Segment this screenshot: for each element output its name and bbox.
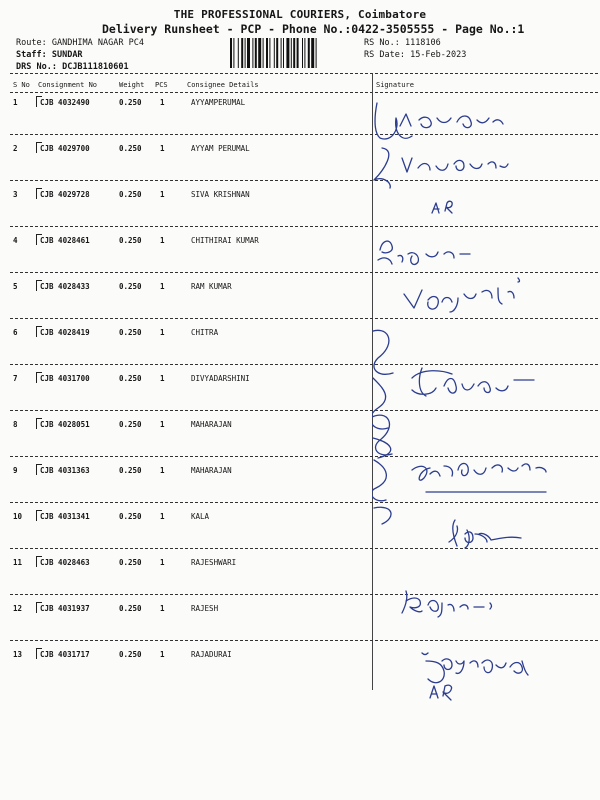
consignment-bracket-mark [36, 602, 42, 613]
rs-number-info [364, 38, 441, 48]
row-consignment-number: CJB 4028463 [40, 558, 90, 567]
rs-number-value: 1118106 [404, 38, 441, 48]
row-pieces: 1 [160, 190, 165, 199]
consignment-bracket-mark [36, 464, 42, 475]
row-consignment-number: CJB 4031717 [40, 650, 90, 659]
row-consignee-name: DIVYADARSHINI [191, 374, 250, 383]
row-consignee-name: RAJESHWARI [191, 558, 237, 567]
row-consignment-number: CJB 4029728 [40, 190, 90, 199]
row-consignment-number: CJB 4031937 [40, 604, 90, 613]
rs-number-label: RS No.: [364, 38, 400, 48]
runsheet-title: THE PROFESSIONAL COURIERS, Coimbatore [173, 8, 427, 21]
consignment-bracket-mark [36, 280, 42, 291]
row-consignee-name: AYYAMPERUMAL [191, 98, 246, 107]
row-consignee-name: KALA [191, 512, 210, 521]
row-weight: 0.250 [119, 236, 142, 245]
row-consignee-name: AYYAM PERUMAL [191, 144, 250, 153]
rs-date-info [364, 50, 466, 60]
row-pieces: 1 [160, 558, 165, 567]
consignment-bracket-mark [36, 96, 42, 107]
row-consignee-name: MAHARAJAN [191, 466, 232, 475]
row-serial-number: 5 [13, 282, 18, 291]
row-serial-number: 7 [13, 374, 18, 383]
row-pieces: 1 [160, 420, 165, 429]
staff-label: Staff: [16, 50, 47, 60]
row-consignee-name: RAM KUMAR [191, 282, 232, 291]
row-pieces: 1 [160, 236, 165, 245]
row-consignee-name: SIVA KRISHNAN [191, 190, 250, 199]
consignment-bracket-mark [36, 556, 42, 567]
row-weight: 0.250 [119, 282, 142, 291]
runsheet-subtitle: Delivery Runsheet - PCP - Phone No.:0422-3505555 - Page No.:1 [102, 22, 525, 36]
row-serial-number: 2 [13, 144, 18, 153]
row-serial-number: 6 [13, 328, 18, 337]
row-serial-number: 8 [13, 420, 18, 429]
row-consignment-number: CJB 4031363 [40, 466, 90, 475]
row-consignment-number: CJB 4031341 [40, 512, 90, 521]
column-header-consignee: Consignee Details [187, 81, 259, 89]
row-weight: 0.250 [119, 512, 142, 521]
staff-value: SUNDAR [51, 50, 83, 60]
row-weight: 0.250 [119, 374, 142, 383]
rs-date-value: 15-Feb-2023 [410, 50, 467, 60]
route-info [16, 38, 144, 48]
route-value: GANDHIMA NAGAR PC4 [51, 38, 144, 48]
row-pieces: 1 [160, 98, 165, 107]
row-consignee-name: CHITHIRAI KUMAR [191, 236, 259, 245]
drs-label: DRS No.: [16, 62, 57, 72]
column-header-sno: S No [13, 81, 30, 89]
consignment-bracket-mark [36, 326, 42, 337]
consignment-bracket-mark [36, 648, 42, 659]
route-label: Route: [16, 38, 47, 48]
row-serial-number: 3 [13, 190, 18, 199]
row-consignee-name: RAJESH [191, 604, 219, 613]
row-weight: 0.250 [119, 190, 142, 199]
row-consignment-number: CJB 4029700 [40, 144, 90, 153]
drs-value: DCJB111810601 [62, 62, 129, 72]
consignment-bracket-mark [36, 234, 42, 245]
row-weight: 0.250 [119, 98, 142, 107]
row-weight: 0.250 [119, 144, 142, 153]
row-consignment-number: CJB 4028461 [40, 236, 90, 245]
row-consignee-name: MAHARAJAN [191, 420, 232, 429]
row-consignment-number: CJB 4028419 [40, 328, 90, 337]
consignment-bracket-mark [36, 510, 42, 521]
signature-area [372, 88, 597, 738]
row-serial-number: 12 [13, 604, 23, 613]
row-pieces: 1 [160, 374, 165, 383]
row-consignment-number: CJB 4031700 [40, 374, 90, 383]
row-consignment-number: CJB 4028433 [40, 282, 90, 291]
consignment-bracket-mark [36, 142, 42, 153]
row-consignment-number: CJB 4032490 [40, 98, 90, 107]
rs-date-label: RS Date: [364, 50, 405, 60]
column-header-signature: Signature [376, 81, 414, 89]
row-pieces: 1 [160, 604, 165, 613]
row-serial-number: 4 [13, 236, 18, 245]
row-pieces: 1 [160, 328, 165, 337]
column-header-weight: Weight [119, 81, 145, 89]
staff-info [16, 50, 83, 60]
row-serial-number: 11 [13, 558, 23, 567]
consignment-bracket-mark [36, 372, 42, 383]
row-pieces: 1 [160, 512, 165, 521]
row-pieces: 1 [160, 144, 165, 153]
row-consignment-number: CJB 4028051 [40, 420, 90, 429]
row-serial-number: 1 [13, 98, 18, 107]
row-consignee-name: RAJADURAI [191, 650, 232, 659]
table-top-divider [10, 73, 598, 74]
row-weight: 0.250 [119, 420, 142, 429]
consignment-bracket-mark [36, 418, 42, 429]
row-weight: 0.250 [119, 650, 142, 659]
row-serial-number: 9 [13, 466, 18, 475]
row-pieces: 1 [160, 466, 165, 475]
row-consignee-name: CHITRA [191, 328, 219, 337]
row-weight: 0.250 [119, 604, 142, 613]
barcode-image [230, 38, 358, 68]
column-header-consignment: Consignment No [38, 81, 98, 89]
column-header-pcs: PCS [155, 81, 168, 89]
row-pieces: 1 [160, 650, 165, 659]
row-pieces: 1 [160, 282, 165, 291]
row-serial-number: 13 [13, 650, 23, 659]
row-weight: 0.250 [119, 558, 142, 567]
row-weight: 0.250 [119, 328, 142, 337]
consignment-bracket-mark [36, 188, 42, 199]
row-weight: 0.250 [119, 466, 142, 475]
row-serial-number: 10 [13, 512, 23, 521]
drs-info [16, 62, 129, 72]
